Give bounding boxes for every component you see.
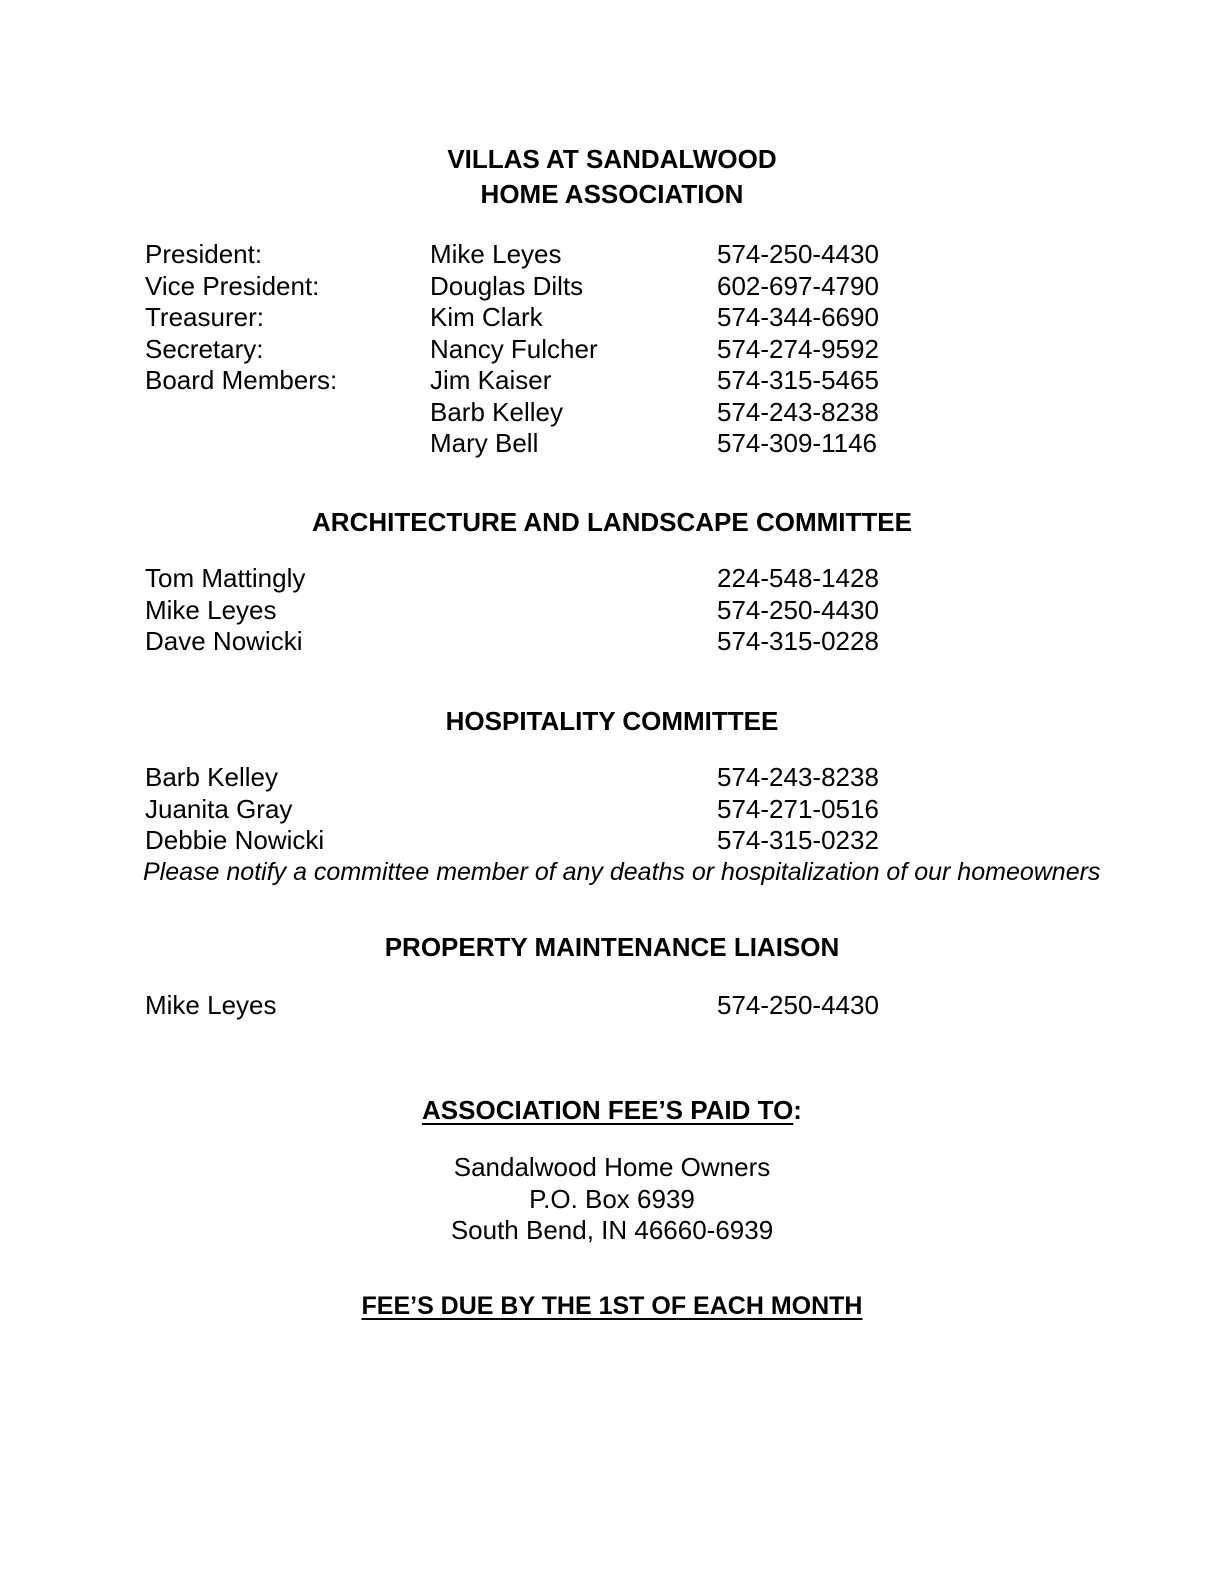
table-row (145, 595, 1224, 627)
phone-number: 574-315-0232 (717, 825, 879, 855)
role-label: Secretary: (145, 333, 264, 364)
address-line-1: Sandalwood Home Owners (453, 1152, 771, 1182)
member-name: Mike Leyes (145, 594, 277, 625)
phone-number: 574-250-4430 (717, 990, 879, 1020)
member-name: Mike Leyes (430, 239, 562, 269)
table-row (145, 990, 1224, 1022)
member-name: Tom Mattingly (145, 563, 306, 593)
phone-number: 574-250-4430 (717, 594, 879, 625)
member-name: Douglas Dilts (430, 270, 584, 301)
fees-due-notice (0, 1291, 1224, 1323)
role-label: Vice President: (145, 270, 320, 301)
hospitality-note: Please notify a committee member of any deaths or hospitalization of our homeowners (143, 858, 1101, 886)
phone-number: 602-697-4790 (717, 270, 879, 301)
phone-number: 574-315-0228 (717, 626, 879, 656)
member-name: Debbie Nowicki (145, 825, 325, 855)
role-label (145, 397, 430, 429)
address-line-3: South Bend, IN 46660-6939 (450, 1215, 774, 1246)
member-name: Nancy Fulcher (430, 333, 598, 364)
table-row (145, 397, 1224, 429)
phone-number: 574-344-6690 (717, 302, 879, 332)
role-label (145, 428, 430, 460)
member-name: Dave Nowicki (145, 626, 303, 656)
table-row (145, 365, 1224, 397)
table-row (145, 626, 1224, 658)
table-row (145, 428, 1224, 460)
board-roster (0, 239, 1224, 460)
hospitality-committee-roster (0, 762, 1224, 857)
member-name: Juanita Gray (145, 793, 293, 824)
table-row (145, 239, 1224, 271)
fees-paid-to-heading-colon: : (793, 1095, 802, 1125)
table-row (145, 271, 1224, 303)
address-line-2: P.O. Box 6939 (529, 1183, 695, 1214)
phone-number: 574-271-0516 (717, 793, 879, 824)
phone-number: 224-548-1428 (717, 563, 879, 593)
member-name: Kim Clark (430, 302, 543, 332)
architecture-committee-roster (0, 563, 1224, 658)
table-row (145, 563, 1224, 595)
phone-number: 574-315-5465 (717, 365, 879, 395)
architecture-committee-heading: ARCHITECTURE AND LANDSCAPE COMMITTEE (312, 507, 912, 537)
member-name: Mike Leyes (145, 990, 277, 1020)
member-name: Barb Kelley (430, 396, 563, 427)
role-label: Board Members: (145, 365, 338, 395)
title-line-2: HOME ASSOCIATION (480, 179, 744, 209)
fees-mailing-address (0, 1152, 1224, 1247)
fees-paid-to-heading (0, 1095, 1224, 1127)
table-row (145, 302, 1224, 334)
table-row (145, 334, 1224, 366)
table-row (145, 762, 1224, 794)
member-name: Mary Bell (430, 428, 539, 458)
phone-number: 574-250-4430 (717, 239, 879, 269)
fees-due-notice-text: FEE’S DUE BY THE 1ST OF EACH MONTH (361, 1292, 863, 1320)
table-row (145, 825, 1224, 857)
property-liaison-roster (0, 990, 1224, 1022)
member-name: Jim Kaiser (430, 365, 552, 395)
hospitality-committee-heading: HOSPITALITY COMMITTEE (445, 706, 779, 736)
phone-number: 574-243-8238 (717, 396, 879, 427)
phone-number: 574-274-9592 (717, 333, 879, 364)
phone-number: 574-243-8238 (717, 762, 879, 792)
role-label: President: (145, 239, 263, 269)
fees-paid-to-heading-text: ASSOCIATION FEE’S PAID TO (422, 1095, 794, 1125)
phone-number: 574-309-1146 (717, 428, 877, 458)
table-row (145, 794, 1224, 826)
role-label: Treasurer: (145, 302, 264, 332)
title-line-1: VILLAS AT SANDALWOOD (447, 144, 777, 174)
document-title (0, 142, 1224, 212)
member-name: Barb Kelley (145, 762, 278, 792)
property-liaison-heading: PROPERTY MAINTENANCE LIAISON (384, 932, 840, 962)
